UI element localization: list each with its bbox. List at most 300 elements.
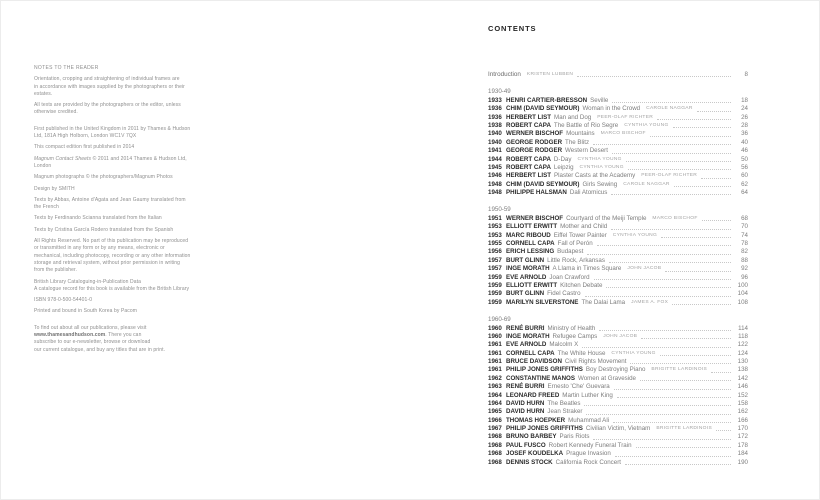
toc-row bbox=[488, 181, 748, 189]
colophon-text: Texts by Cristina García Rodero translated from the Spanish bbox=[34, 226, 174, 233]
toc-contributor: PEER-OLAF RICHTER bbox=[597, 114, 654, 120]
dotted-leader bbox=[612, 153, 731, 154]
book-title: Magnum Contact Sheets bbox=[34, 155, 92, 162]
toc-contributor: PEER-OLAF RICHTER bbox=[641, 173, 698, 179]
toc-year: 1955 bbox=[488, 240, 502, 247]
toc-title: Eiffel Tower Painter bbox=[553, 231, 607, 239]
toc-section bbox=[488, 206, 748, 307]
toc-year: 1960 bbox=[488, 324, 502, 332]
toc-photographer: ROBERT CAPA bbox=[506, 163, 551, 171]
toc-title: Western Desert bbox=[565, 147, 608, 155]
toc-year: 1967 bbox=[488, 425, 502, 432]
colophon-text: Magnum photographs © the photographers/Magnum Photos bbox=[34, 174, 173, 181]
toc-row bbox=[488, 139, 748, 147]
toc-page-number: 68 bbox=[741, 214, 748, 222]
toc-page-number: 24 bbox=[741, 105, 748, 113]
colophon-text: . There you can subscribe to our e-newsletter, browse or download our current catalogue, and buy any titles that are in print. bbox=[34, 332, 166, 353]
dotted-leader bbox=[641, 338, 731, 339]
toc-section bbox=[488, 316, 748, 467]
toc-row bbox=[488, 248, 748, 256]
toc-title: Little Rock, Arkansas bbox=[547, 256, 605, 264]
toc-year: 1940 bbox=[488, 130, 502, 138]
dotted-leader bbox=[614, 389, 731, 390]
toc-year: 1961 bbox=[488, 366, 502, 374]
toc-title: Paris Riots bbox=[559, 433, 590, 441]
toc-photographer: THOMAS HOEPKER bbox=[506, 416, 566, 424]
toc-row bbox=[488, 325, 748, 333]
toc-contributor: JAMES A. FOX bbox=[631, 299, 669, 305]
toc-year: 1944 bbox=[488, 155, 502, 163]
toc-row bbox=[488, 290, 748, 298]
toc-year: 1948 bbox=[488, 189, 502, 196]
toc-photographer: HERBERT LIST bbox=[506, 172, 552, 180]
toc-row bbox=[488, 223, 748, 231]
toc-year: 1959 bbox=[488, 281, 502, 289]
toc-row bbox=[488, 114, 748, 122]
toc-photographer: MARC RIBOUD bbox=[506, 231, 551, 239]
toc-row bbox=[488, 383, 748, 391]
toc-row bbox=[488, 417, 748, 425]
toc-photographer: RENÉ BURRI bbox=[506, 324, 545, 332]
toc-photographer: BRUCE DAVIDSON bbox=[506, 358, 562, 365]
notes-texts bbox=[34, 102, 198, 117]
toc-contributor: CAROLE NAGGAR bbox=[623, 181, 670, 187]
toc-year: 1956 bbox=[488, 248, 502, 256]
toc-year: 1964 bbox=[488, 391, 502, 399]
colophon bbox=[34, 65, 198, 358]
toc-year: 1936 bbox=[488, 105, 502, 113]
toc-row bbox=[488, 156, 748, 164]
dotted-leader bbox=[593, 439, 731, 440]
translation-french bbox=[34, 197, 198, 212]
colophon-text: To find out about all our publications, please visit bbox=[34, 324, 147, 331]
toc-contributor: BRIGITTE LARDINOIS bbox=[651, 367, 708, 373]
toc-row bbox=[488, 240, 748, 248]
toc-photographer: LEONARD FREED bbox=[506, 391, 560, 399]
toc-title: Mountains bbox=[566, 130, 595, 138]
toc-row bbox=[488, 215, 748, 223]
colophon-text: Texts by Ferdinando Scianna translated from the Italian bbox=[34, 215, 162, 222]
toc-contributor: CYNTHIA YOUNG bbox=[612, 232, 658, 238]
toc-row bbox=[488, 442, 748, 450]
toc-photographer: ERICH LESSING bbox=[506, 248, 555, 256]
toc-title: California Rock Concert bbox=[555, 458, 621, 466]
notes-heading bbox=[34, 65, 198, 72]
toc-photographer: PHILIP JONES GRIFFITHS bbox=[506, 425, 583, 432]
toc-page-number: 124 bbox=[737, 349, 748, 357]
toc-photographer: CONSTANTINE MANOS bbox=[506, 374, 575, 382]
toc-photographer: PHILIPPE HALSMAN bbox=[506, 189, 567, 196]
toc-page-number: 170 bbox=[737, 425, 748, 432]
toc-year: 1968 bbox=[488, 433, 502, 441]
toc-photographer: INGE MORATH bbox=[506, 265, 550, 273]
toc-page-number: 138 bbox=[737, 366, 748, 374]
dotted-leader bbox=[628, 169, 731, 170]
toc-photographer: PAUL FUSCO bbox=[506, 441, 546, 449]
toc-row bbox=[488, 408, 748, 416]
toc-sections bbox=[488, 88, 748, 467]
toc-title: Kitchen Debate bbox=[560, 281, 603, 289]
toc-year: 1933 bbox=[488, 96, 502, 104]
dotted-leader bbox=[661, 237, 731, 238]
toc-page-number: 46 bbox=[741, 147, 748, 155]
dotted-leader bbox=[612, 102, 731, 103]
toc-year: 1945 bbox=[488, 163, 502, 171]
dotted-leader bbox=[611, 229, 731, 230]
toc-title: Girls Sewing bbox=[582, 180, 618, 188]
toc-title: The White House bbox=[557, 349, 606, 357]
dotted-leader bbox=[617, 397, 731, 398]
toc-page-number: 74 bbox=[741, 231, 748, 239]
toc-section-label: 1930-49 bbox=[488, 87, 511, 95]
colophon-text: First published in the United Kingdom in 2011 by Thames & Hudson Ltd, 181A High Holborn, London WC1V 7QX bbox=[34, 125, 191, 140]
introduction-row bbox=[488, 71, 748, 79]
dotted-leader bbox=[716, 430, 731, 431]
toc-title: Man and Dog bbox=[554, 113, 592, 121]
toc-page-number: 114 bbox=[738, 324, 748, 332]
toc-page-number: 146 bbox=[737, 383, 748, 391]
notes-orientation bbox=[34, 76, 198, 98]
toc-title: Joan Crawford bbox=[549, 273, 590, 281]
toc-contributor: BRIGITTE LARDINOIS bbox=[656, 426, 713, 431]
toc-contributor: CYNTHIA YOUNG bbox=[611, 350, 656, 356]
toc-page-number: 178 bbox=[737, 441, 748, 449]
toc-contributor: JOHN JACOB bbox=[627, 266, 662, 272]
dotted-leader bbox=[593, 144, 731, 145]
dotted-leader bbox=[577, 76, 731, 77]
toc-year: 1959 bbox=[488, 273, 502, 281]
dotted-leader bbox=[586, 414, 731, 415]
dotted-leader bbox=[672, 304, 731, 305]
dotted-leader bbox=[597, 245, 731, 246]
toc-title: Martin Luther King bbox=[562, 391, 613, 399]
toc-page-number: 64 bbox=[741, 189, 748, 196]
toc-title: Plaster Casts at the Academy bbox=[554, 172, 636, 180]
dotted-leader bbox=[594, 279, 731, 280]
toc-title: Civilian Victim, Vietnam bbox=[585, 425, 651, 432]
dotted-leader bbox=[640, 380, 731, 381]
translation-spanish bbox=[34, 227, 198, 234]
toc-page-number: 166 bbox=[737, 416, 748, 424]
toc-row bbox=[488, 425, 748, 433]
dotted-leader bbox=[584, 405, 731, 406]
toc-year: 1959 bbox=[488, 290, 502, 298]
toc-title: Seville bbox=[590, 96, 609, 104]
toc-title: Women at Graveside bbox=[577, 374, 636, 382]
colophon-text: © 2011 and 2014 Thames & Hudson Ltd, London bbox=[34, 155, 187, 169]
toc-title: The Dalai Lama bbox=[581, 298, 626, 306]
toc-row bbox=[488, 189, 748, 197]
dotted-leader bbox=[606, 287, 731, 288]
translation-italian bbox=[34, 215, 198, 222]
toc-year: 1953 bbox=[488, 231, 502, 239]
dotted-leader bbox=[657, 119, 731, 120]
toc-row bbox=[488, 375, 748, 383]
toc-title: Ministry of Health bbox=[547, 324, 596, 332]
toc-title: Muhammad Ali bbox=[568, 416, 610, 424]
toc-page-number: 18 bbox=[741, 96, 748, 104]
toc-year: 1951 bbox=[488, 214, 502, 222]
compact-edition bbox=[34, 144, 198, 151]
introduction-page-number: 8 bbox=[744, 71, 748, 78]
colophon-text: British Library Cataloguing-in-Publication Data A catalogue record for this book is available from the British Library bbox=[34, 278, 190, 292]
toc-year: 1964 bbox=[488, 399, 502, 407]
copyright-title bbox=[34, 156, 198, 171]
toc-photographer: WERNER BISCHOF bbox=[506, 214, 564, 222]
dotted-leader bbox=[673, 127, 731, 128]
toc-photographer: HENRI CARTIER-BRESSON bbox=[506, 96, 588, 104]
toc-photographer: RENÉ BURRI bbox=[506, 383, 545, 391]
toc-photographer: JOSEF KOUDELKA bbox=[506, 450, 564, 458]
toc-photographer: BRUNO BARBEY bbox=[506, 433, 557, 441]
toc-page-number: 100 bbox=[737, 281, 748, 289]
toc-row bbox=[488, 147, 748, 155]
introduction-author: KRISTEN LUBBEN bbox=[526, 72, 574, 77]
toc-contributor: CAROLE NAGGAR bbox=[646, 106, 693, 112]
design-credit bbox=[34, 186, 198, 193]
dotted-leader bbox=[630, 363, 731, 364]
toc-title: Ernesto 'Che' Guevara bbox=[547, 383, 610, 391]
toc-page-number: 96 bbox=[741, 273, 748, 281]
toc-photographer: PHILIP JONES GRIFFITHS bbox=[506, 366, 583, 374]
toc-row bbox=[488, 358, 748, 366]
toc-photographer: BURT GLINN bbox=[506, 290, 545, 298]
toc-year: 1968 bbox=[488, 441, 502, 449]
toc-photographer: CORNELL CAPA bbox=[506, 349, 555, 357]
toc-page-number: 190 bbox=[737, 458, 748, 466]
dotted-leader bbox=[611, 194, 731, 195]
colophon-text: Design by SMITH bbox=[34, 185, 75, 192]
toc-page-number: 28 bbox=[741, 122, 748, 129]
toc-row bbox=[488, 172, 748, 180]
toc-row bbox=[488, 341, 748, 349]
toc-photographer: EVE ARNOLD bbox=[506, 341, 547, 349]
toc-photographer: GEORGE RODGER bbox=[506, 147, 563, 155]
toc-row bbox=[488, 265, 748, 273]
toc-year: 1968 bbox=[488, 450, 502, 458]
toc-photographer: DAVID HURN bbox=[506, 399, 545, 407]
toc-row bbox=[488, 97, 748, 105]
toc-page-number: 78 bbox=[741, 240, 748, 247]
toc-page-number: 158 bbox=[737, 399, 748, 407]
toc-year: 1957 bbox=[488, 256, 502, 264]
toc-photographer: MARILYN SILVERSTONE bbox=[506, 298, 579, 306]
dotted-leader bbox=[625, 464, 731, 465]
toc-title: Leipzig bbox=[553, 163, 574, 171]
toc-section-label: 1960-69 bbox=[488, 315, 511, 323]
toc-title: A Llama in Times Square bbox=[552, 265, 622, 273]
toc-title: Fall of Perón bbox=[557, 240, 593, 247]
toc-title: Malcolm X bbox=[549, 341, 579, 349]
toc-title: Prague Invasion bbox=[566, 450, 611, 458]
toc-row bbox=[488, 333, 748, 341]
toc-photographer: CHIM (DAVID SEYMOUR) bbox=[506, 180, 580, 188]
toc-year: 1959 bbox=[488, 298, 502, 306]
toc-title: Courtyard of the Meiji Temple bbox=[566, 214, 647, 222]
dotted-leader bbox=[711, 372, 731, 373]
toc-year: 1963 bbox=[488, 383, 502, 391]
dotted-leader bbox=[609, 262, 731, 263]
toc-row bbox=[488, 400, 748, 408]
toc-photographer: HERBERT LIST bbox=[506, 113, 552, 121]
toc-row bbox=[488, 433, 748, 441]
colophon-text: Texts by Abbas, Antoine d'Agata and Jean Gaumy translated from the French bbox=[34, 196, 186, 211]
toc-title: D-Day bbox=[553, 155, 572, 163]
toc-photographer: ROBERT CAPA bbox=[506, 122, 551, 129]
toc-year: 1961 bbox=[488, 349, 502, 357]
colophon-text: Printed and bound in South Korea by Pacom bbox=[34, 308, 138, 315]
colophon-text: NOTES TO THE READER bbox=[34, 65, 99, 71]
dotted-leader bbox=[585, 296, 731, 297]
toc-year: 1965 bbox=[488, 408, 502, 416]
toc-year: 1953 bbox=[488, 223, 502, 231]
toc-row bbox=[488, 350, 748, 358]
toc-page-number: 152 bbox=[737, 391, 748, 399]
toc-row bbox=[488, 392, 748, 400]
dotted-leader bbox=[665, 271, 731, 272]
toc-photographer: INGE MORATH bbox=[506, 332, 550, 340]
toc-page-number: 60 bbox=[741, 172, 748, 180]
toc-page-number: 118 bbox=[738, 332, 748, 340]
toc-row bbox=[488, 164, 748, 172]
toc-title: Budapest bbox=[557, 248, 584, 256]
contents-title: CONTENTS bbox=[488, 24, 537, 33]
dotted-leader bbox=[615, 456, 731, 457]
toc-photographer: ELLIOTT ERWITT bbox=[506, 281, 558, 289]
toc-title: The Beatles bbox=[547, 399, 581, 407]
toc-photographer: DENNIS STOCK bbox=[506, 458, 553, 466]
toc-page-number: 122 bbox=[737, 341, 748, 349]
dotted-leader bbox=[697, 111, 731, 112]
toc-page-number: 162 bbox=[737, 408, 748, 416]
toc-row bbox=[488, 232, 748, 240]
toc-photographer: CORNELL CAPA bbox=[506, 240, 555, 247]
toc-page-number: 130 bbox=[737, 358, 748, 365]
toc-title: The Battle of Rio Segre bbox=[553, 122, 619, 129]
isbn bbox=[34, 297, 198, 304]
toc-contributor: CYNTHIA YOUNG bbox=[624, 123, 669, 128]
british-library bbox=[34, 279, 198, 294]
toc-title: Boy Destroying Piano bbox=[585, 366, 646, 374]
dotted-leader bbox=[626, 161, 731, 162]
copyright-photos bbox=[34, 174, 198, 181]
dotted-leader bbox=[660, 355, 731, 356]
dotted-leader bbox=[702, 220, 731, 221]
toc-title: Robert Kennedy Funeral Train bbox=[548, 441, 632, 449]
dotted-leader bbox=[599, 330, 731, 331]
toc-year: 1936 bbox=[488, 113, 502, 121]
toc-contributor: CYNTHIA YOUNG bbox=[577, 156, 622, 162]
toc-section-label: 1950-59 bbox=[488, 205, 511, 213]
toc-year: 1957 bbox=[488, 265, 502, 273]
colophon-text: All Rights Reserved. No part of this publication may be reproduced or transmitted in any form or by any means, electronic or mechanical, including photocopy, recording or any other information storage and retrieval system, without prior permission in writing from the publisher. bbox=[34, 238, 191, 274]
toc-page-number: 82 bbox=[741, 248, 748, 256]
right-page bbox=[488, 25, 748, 467]
toc-row bbox=[488, 450, 748, 458]
toc-year: 1961 bbox=[488, 358, 502, 365]
toc-title: Mother and Child bbox=[560, 223, 608, 231]
toc-year: 1968 bbox=[488, 458, 502, 466]
toc-title: Refugee Camps bbox=[552, 332, 598, 340]
toc-year: 1946 bbox=[488, 172, 502, 180]
first-published bbox=[34, 126, 198, 141]
toc-row bbox=[488, 299, 748, 307]
toc-title: The Blitz bbox=[565, 138, 590, 146]
toc-year: 1960 bbox=[488, 332, 502, 340]
toc-year: 1948 bbox=[488, 180, 502, 188]
toc-page-number: 40 bbox=[741, 138, 748, 146]
toc-photographer: CHIM (DAVID SEYMOUR) bbox=[506, 105, 580, 113]
publisher-promo bbox=[34, 325, 198, 354]
toc-photographer: DAVID HURN bbox=[506, 408, 545, 416]
toc-page-number: 36 bbox=[741, 130, 748, 138]
colophon-text: This compact edition first published in 2014 bbox=[34, 144, 135, 151]
toc-year: 1966 bbox=[488, 416, 502, 424]
dotted-leader bbox=[636, 447, 731, 448]
dotted-leader bbox=[582, 347, 731, 348]
toc-row bbox=[488, 130, 748, 138]
toc-contributor: MARCO BISCHOF bbox=[600, 131, 646, 137]
toc-photographer: EVE ARNOLD bbox=[506, 273, 547, 281]
colophon-text: Orientation, cropping and straightening of individual frames are in accordance with images supplied by the photographers or their estates. bbox=[34, 76, 185, 97]
toc-row bbox=[488, 366, 748, 374]
toc-photographer: GEORGE RODGER bbox=[506, 138, 563, 146]
toc-row bbox=[488, 105, 748, 113]
toc-year: 1962 bbox=[488, 374, 502, 382]
toc-photographer: ELLIOTT ERWITT bbox=[506, 223, 558, 231]
introduction-label: Introduction bbox=[488, 71, 521, 78]
toc-page-number: 70 bbox=[741, 223, 748, 231]
colophon-text: ISBN 978-0-500-54401-0 bbox=[34, 297, 93, 304]
toc-contributor: MARCO BISCHOF bbox=[652, 215, 698, 221]
toc-photographer: BURT GLINN bbox=[506, 256, 545, 264]
publisher-url: www.thamesandhudson.com bbox=[34, 332, 106, 339]
colophon-text: All texts are provided by the photographers or the editor, unless otherwise credited. bbox=[34, 102, 181, 116]
toc-section bbox=[488, 88, 748, 198]
rights-reserved bbox=[34, 238, 198, 274]
dotted-leader bbox=[650, 136, 731, 137]
toc-title: Dali Atomicus bbox=[569, 189, 608, 196]
toc-title: Woman in the Crowd bbox=[582, 105, 641, 113]
toc-year: 1940 bbox=[488, 138, 502, 146]
toc-title: Fidel Castro bbox=[547, 290, 581, 298]
toc-year: 1941 bbox=[488, 147, 502, 155]
toc-row bbox=[488, 257, 748, 265]
toc-page-number: 184 bbox=[737, 450, 748, 458]
toc-row bbox=[488, 122, 748, 130]
dotted-leader bbox=[613, 422, 731, 423]
dotted-leader bbox=[674, 186, 731, 187]
dotted-leader bbox=[701, 178, 731, 179]
toc-row bbox=[488, 459, 748, 467]
toc-page-number: 104 bbox=[737, 290, 748, 298]
dotted-leader bbox=[587, 254, 731, 255]
toc-row bbox=[488, 282, 748, 290]
toc-contributor: JOHN JACOB bbox=[603, 333, 638, 339]
toc-title: Civil Rights Movement bbox=[564, 358, 627, 365]
toc-row bbox=[488, 274, 748, 282]
toc-page-number: 108 bbox=[737, 298, 748, 306]
toc-page-number: 92 bbox=[741, 265, 748, 273]
printed-in bbox=[34, 308, 198, 315]
toc-year: 1961 bbox=[488, 341, 502, 349]
toc-page-number: 50 bbox=[741, 155, 748, 163]
toc-year: 1938 bbox=[488, 122, 502, 129]
toc-photographer: ROBERT CAPA bbox=[506, 155, 551, 163]
toc-contributor: CYNTHIA YOUNG bbox=[579, 164, 624, 170]
toc-page-number: 142 bbox=[737, 374, 748, 382]
toc-title: Jean Straker bbox=[547, 408, 583, 416]
